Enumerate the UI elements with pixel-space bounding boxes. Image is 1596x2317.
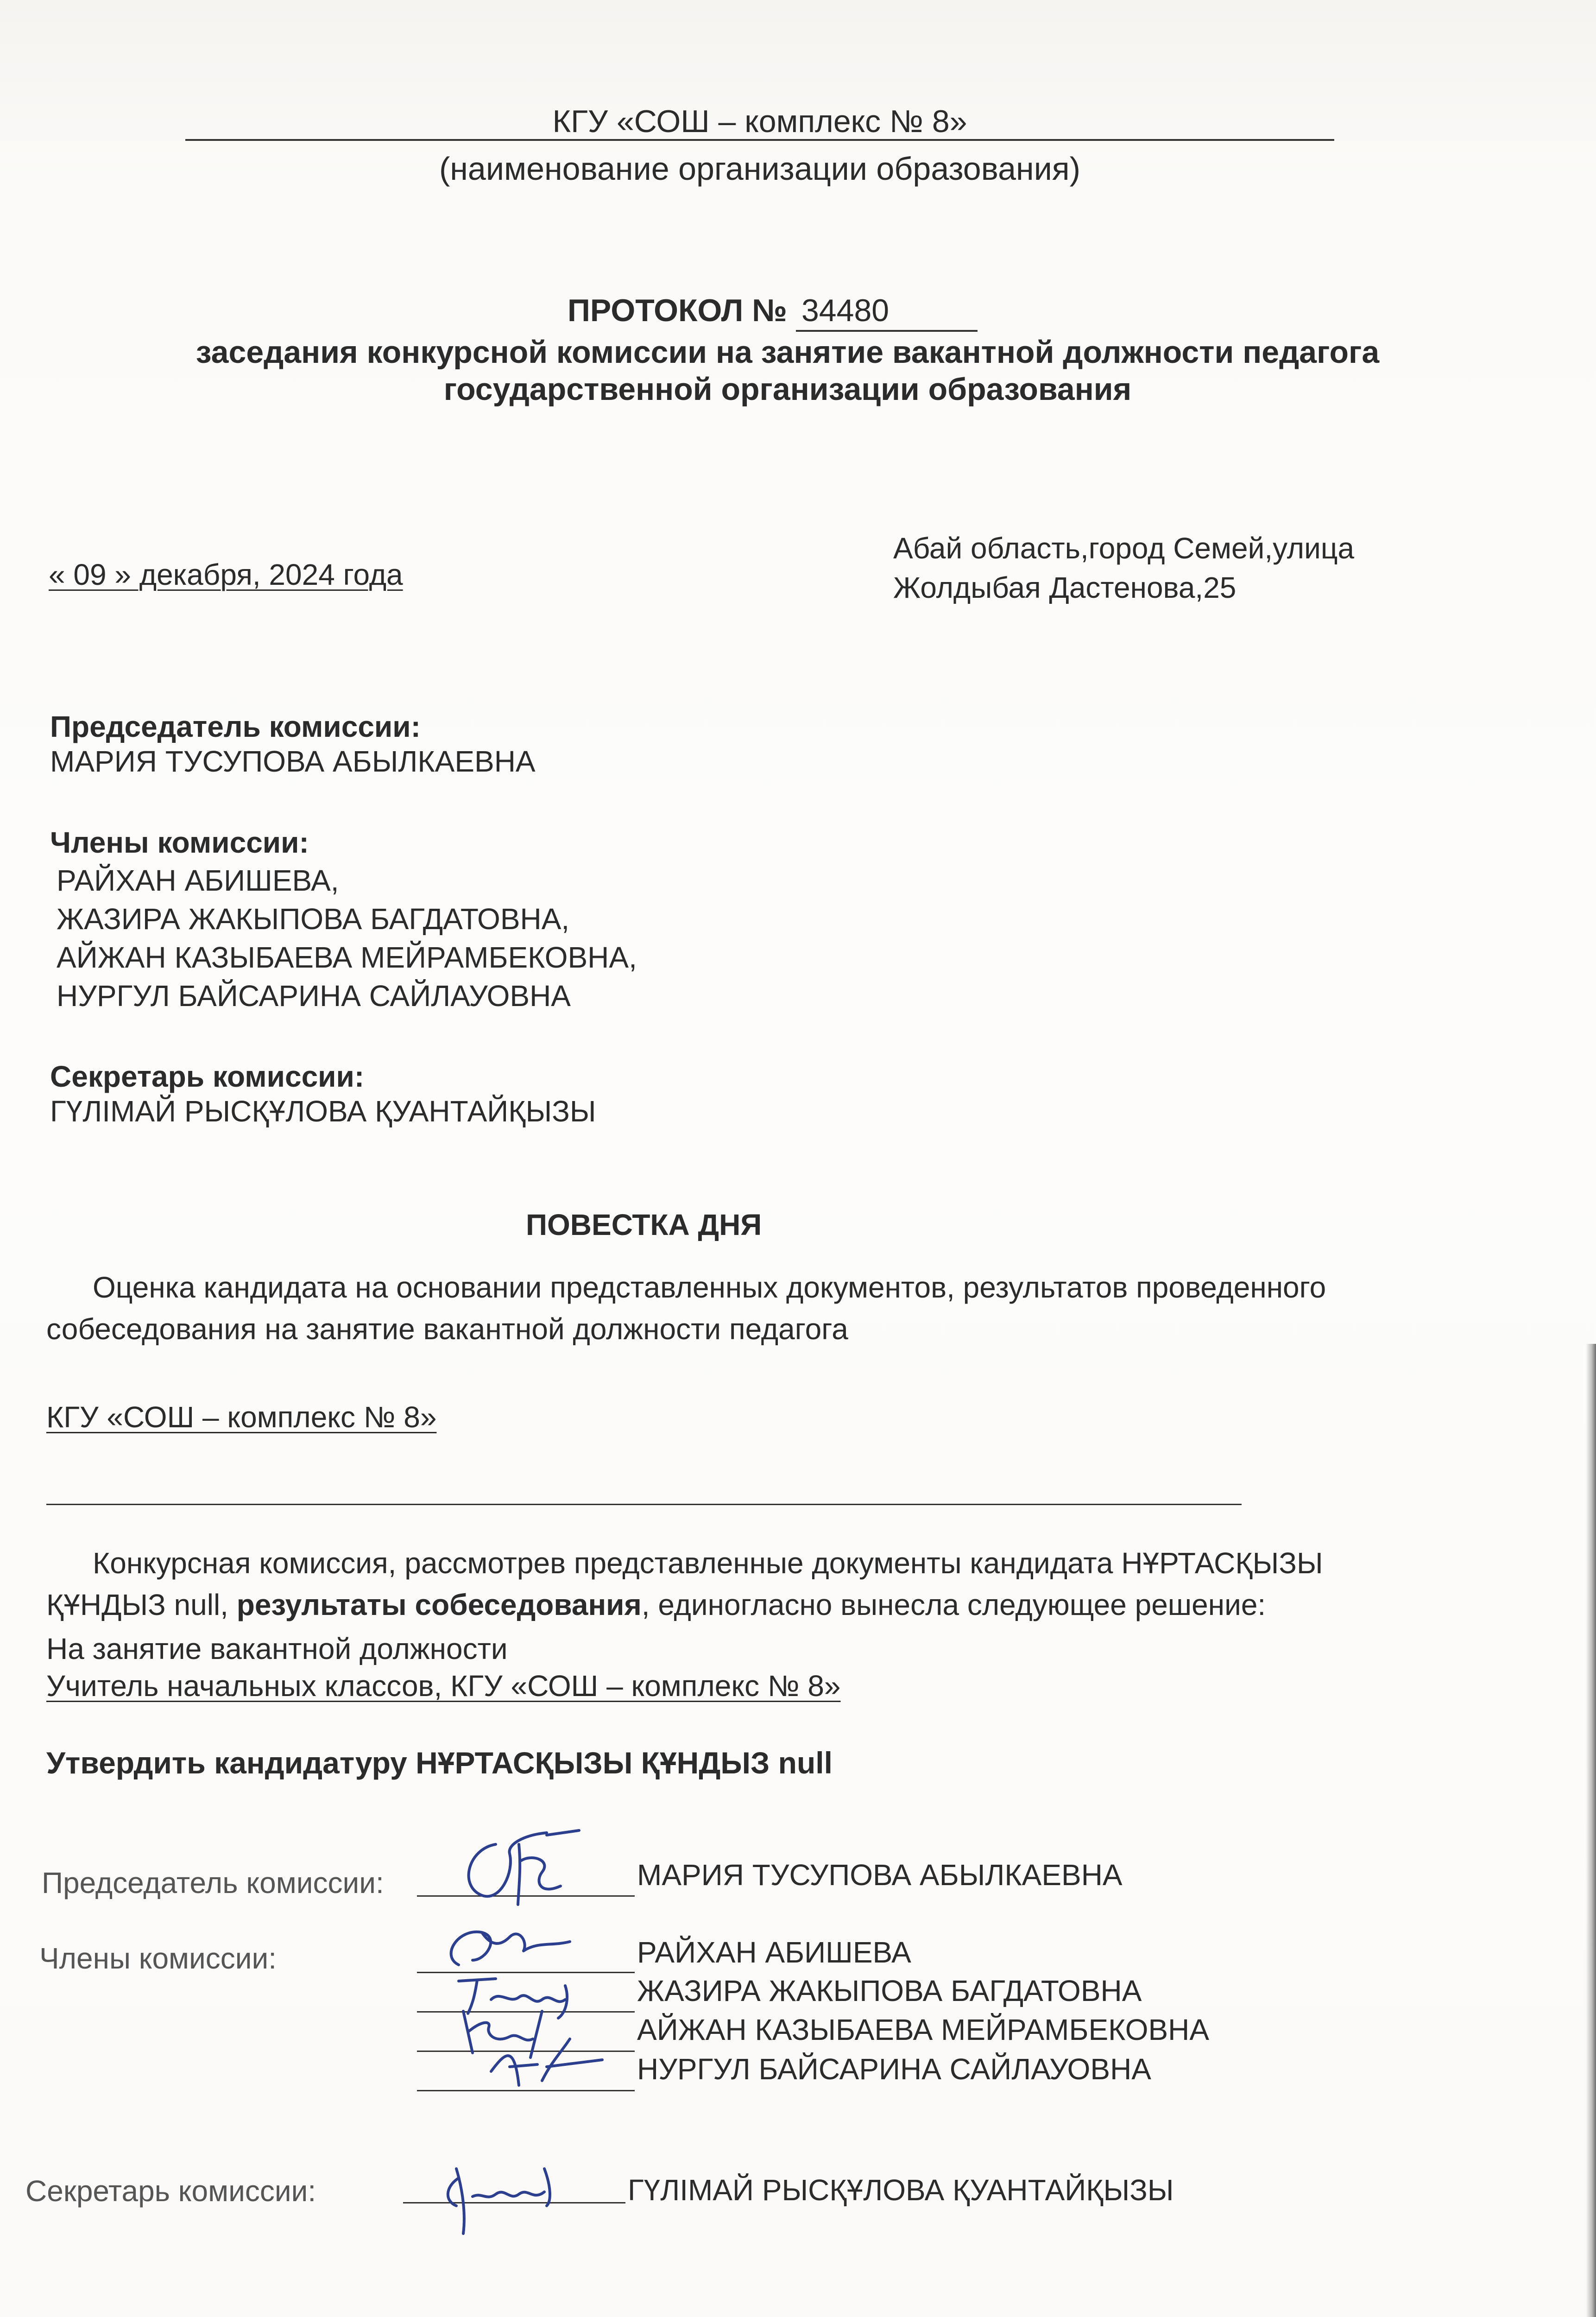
chair-name: МАРИЯ ТУСУПОВА АБЫЛКАЕВНА bbox=[50, 745, 536, 778]
sig-member-1-name: РАЙХАН АБИШЕВА bbox=[637, 1936, 911, 1969]
org-caption: (наименование организации образования) bbox=[439, 151, 1081, 187]
agenda-org: КГУ «СОШ – комплекс № 8» bbox=[46, 1400, 437, 1434]
member-4: НУРГУЛ БАЙСАРИНА САЙЛАУОВНА bbox=[57, 979, 571, 1013]
secretary-label: Секретарь комиссии: bbox=[50, 1060, 365, 1093]
sig-member-4-name: НУРГУЛ БАЙСАРИНА САЙЛАУОВНА bbox=[637, 2052, 1151, 2086]
protocol-subtitle-line2: государственной организации образования bbox=[443, 372, 1132, 407]
agenda-text-line2: собеседования на занятие вакантной должности педагога bbox=[46, 1312, 848, 1346]
approve-text: Утвердить кандидатуру НҰРТАСҚЫЗЫ ҚҰНДЫЗ null bbox=[46, 1746, 833, 1780]
member-2: ЖАЗИРА ЖАКЫПОВА БАГДАТОВНА, bbox=[57, 902, 570, 936]
decision-line2-part1: ҚҰНДЫЗ null, bbox=[46, 1588, 237, 1621]
sig-secretary-name: ГҮЛІМАЙ РЫСҚҰЛОВА ҚУАНТАЙҚЫЗЫ bbox=[628, 2173, 1174, 2207]
sig-member-3-name: АЙЖАН КАЗЫБАЕВА МЕЙРАМБЕКОВНА bbox=[637, 2013, 1210, 2046]
decision-line4: Учитель начальных классов, КГУ «СОШ – комплекс № 8» bbox=[46, 1669, 841, 1703]
agenda-text-line1: Оценка кандидата на основании представленных документов, результатов проведенного bbox=[93, 1271, 1326, 1304]
decision-line1: Конкурсная комиссия, рассмотрев представленные документы кандидата НҰРТАСҚЫЗЫ bbox=[93, 1546, 1323, 1580]
protocol-title bbox=[568, 292, 978, 332]
protocol-number: 34480 bbox=[796, 292, 978, 332]
sig-members-label: Члены комиссии: bbox=[39, 1942, 277, 1975]
sig-secretary-label: Секретарь комиссии: bbox=[25, 2174, 316, 2208]
address-line2: Жолдыбая Дастенова,25 bbox=[893, 571, 1236, 604]
sig-chair-name: МАРИЯ ТУСУПОВА АБЫЛКАЕВНА bbox=[637, 1858, 1123, 1892]
decision-line2 bbox=[46, 1587, 1266, 1623]
members-label: Члены комиссии: bbox=[50, 826, 309, 859]
sig-chair-label: Председатель комиссии: bbox=[42, 1866, 384, 1899]
member-3: АЙЖАН КАЗЫБАЕВА МЕЙРАМБЕКОВНА, bbox=[57, 941, 637, 974]
decision-line3: На занятие вакантной должности bbox=[46, 1632, 508, 1665]
secretary-name: ГҮЛІМАЙ РЫСҚҰЛОВА ҚУАНТАЙҚЫЗЫ bbox=[50, 1095, 596, 1128]
protocol-date: « 09 » декабря, 2024 года bbox=[49, 558, 403, 591]
org-name: КГУ «СОШ – комплекс № 8» bbox=[552, 104, 967, 139]
protocol-title-prefix: ПРОТОКОЛ № bbox=[568, 293, 788, 328]
signature-member-4 bbox=[477, 2025, 616, 2095]
sig-member-2-name: ЖАЗИРА ЖАКЫПОВА БАГДАТОВНА bbox=[637, 1974, 1142, 2007]
signature-secretary bbox=[431, 2150, 579, 2238]
page-edge-shadow bbox=[1586, 1344, 1596, 2317]
protocol-subtitle-line1: заседания конкурсной комиссии на занятие вакантной должности педагога bbox=[196, 335, 1380, 370]
org-name-underline bbox=[185, 139, 1334, 141]
chair-label: Председатель комиссии: bbox=[50, 710, 421, 743]
address-line1: Абай область,город Семей,улица bbox=[893, 532, 1355, 565]
decision-line2-part2: , единогласно вынесла следующее решение: bbox=[641, 1588, 1266, 1621]
signature-chair bbox=[440, 1817, 598, 1914]
agenda-blank-line bbox=[46, 1504, 1242, 1505]
decision-line2-bold: результаты собеседования bbox=[236, 1588, 642, 1621]
agenda-heading: ПОВЕСТКА ДНЯ bbox=[526, 1208, 762, 1241]
member-1: РАЙХАН АБИШЕВА, bbox=[57, 864, 339, 897]
